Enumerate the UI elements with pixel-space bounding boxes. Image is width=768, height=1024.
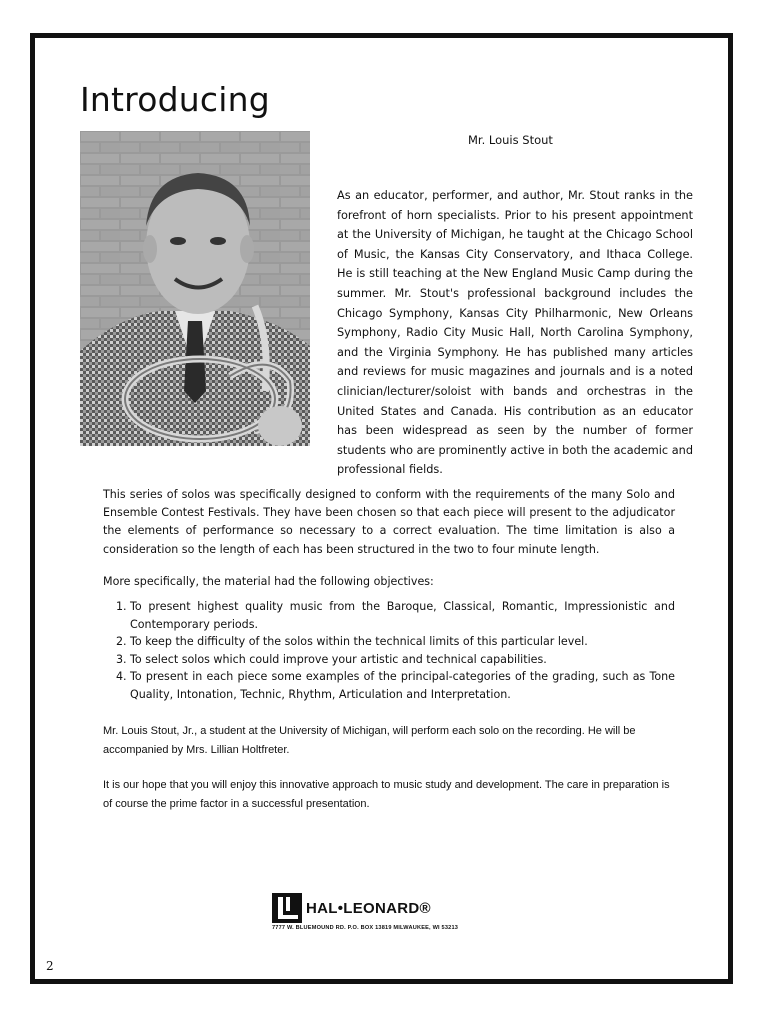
publisher-address: 7777 W. BLUEMOUND RD. P.O. BOX 13819 MILWAUKEE, WI 53213 — [272, 925, 459, 931]
recording-note: Mr. Louis Stout, Jr., a student at the University of Michigan, will perform each solo on the recording. He will be accompanied by Mrs. Lillian Holtfreter. — [103, 725, 636, 756]
list-item-text: To present in each piece some examples of the principal-categories of the grading, such as Tone Quality, Intonation, Technic, Rhythm, Articulation and Interpretation. — [130, 670, 675, 701]
list-item-number: 1. — [116, 600, 127, 613]
list-item-number: 2. — [116, 635, 127, 648]
objectives-lead: More specifically, the material had the following objectives: — [103, 575, 434, 588]
list-item — [116, 598, 675, 633]
list-item-text: To present highest quality music from the Baroque, Classical, Romantic, Impressionistic and Contemporary periods. — [130, 600, 675, 631]
page-number: 2 — [46, 959, 54, 973]
closing-paragraph: It is our hope that you will enjoy this innovative approach to music study and development. The care in preparation is of course the prime factor in a successful presentation. — [103, 779, 670, 810]
objectives-list — [116, 598, 675, 703]
intro-paragraph: This series of solos was specifically designed to conform with the requirements of the many Solo and Ensemble Contest Festivals. They have been chosen so that each piece will present to the adjudicator the elements of performance so necessary to a correct evaluation. The time limitation is also a consideration so the length of each has been structured in the two to four minute length. — [103, 488, 675, 556]
list-item-number: 3. — [116, 652, 127, 666]
list-item — [116, 668, 675, 703]
publisher-logo — [272, 893, 502, 931]
list-item-number: 4. — [116, 670, 127, 683]
publisher-name: HAL•LEONARD® — [306, 899, 431, 917]
portrait-photo — [80, 131, 310, 446]
list-item-text: To keep the difficulty of the solos within the technical limits of this particular level. — [130, 635, 588, 648]
portrait-image — [80, 131, 310, 446]
publisher-mark-icon — [272, 893, 302, 923]
list-item — [116, 633, 675, 651]
list-item-text: To select solos which could improve your artistic and technical capabilities. — [130, 652, 547, 666]
page-title: Introducing — [80, 80, 270, 119]
list-item — [116, 651, 675, 669]
biography-paragraph: As an educator, performer, and author, Mr. Stout ranks in the forefront of horn specialists. Prior to his present appointment at the University of Michigan, he taught at the Chicago School of Music, the Kansas City Conservatory, and Ithaca College. He is still teaching at the New England Music Camp during the summer. Mr. Stout's professional background includes the Chicago Symphony, Kansas City Philharmonic, New Orleans Symphony, Radio City Music Hall, North Carolina Symphony, and the Virginia Symphony. He has published many articles and reviews for music magazines and journals and is a noted clinician/lecturer/soloist with bands and orchestras in the United States and Canada. His contribution as an educator has been widespread as seen by the number of former students who are prominently active in both the academic and professional fields. — [337, 189, 693, 477]
subject-name: Mr. Louis Stout — [468, 133, 553, 147]
